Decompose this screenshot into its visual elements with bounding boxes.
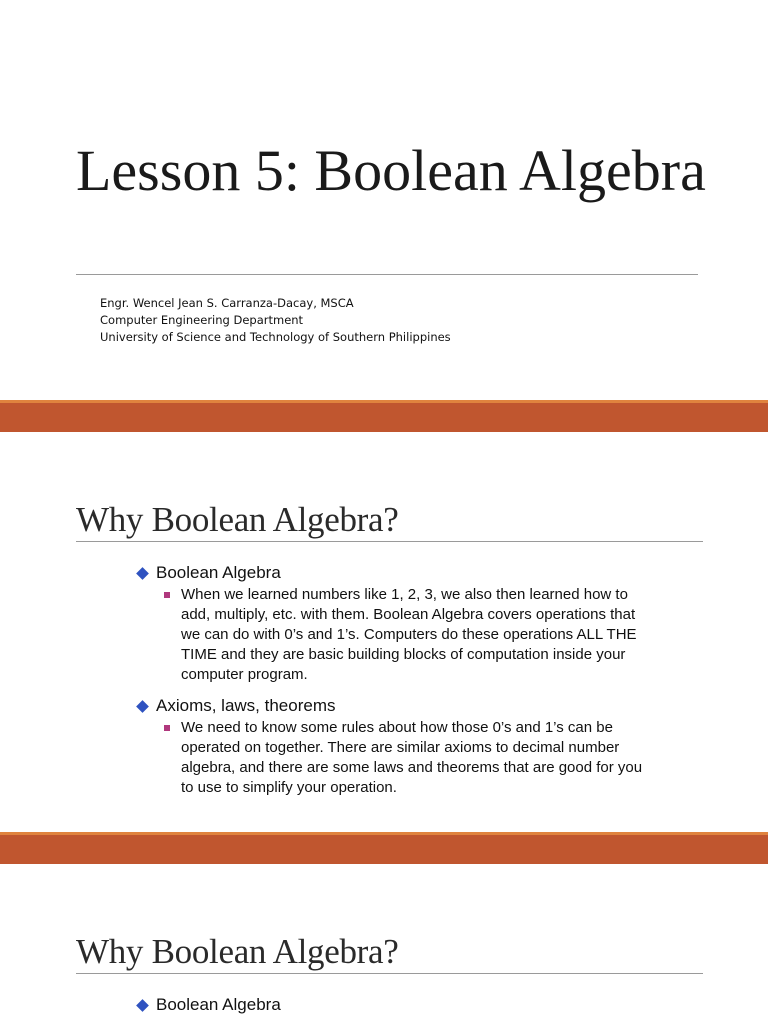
list-item xyxy=(136,994,656,1016)
heading-divider xyxy=(76,541,703,542)
slide-separator xyxy=(0,400,768,432)
slide-heading: Why Boolean Algebra? xyxy=(76,932,399,971)
author-department: Computer Engineering Department xyxy=(100,313,304,327)
author-university: University of Science and Technology of Southern Philippines xyxy=(100,330,451,344)
sub-bullet-text: We need to know some rules about how those 0’s and 1’s can be operated on together. There are similar axioms to decimal number algebra, and there are some laws and theorems that are good for you to use to simplify your operation. xyxy=(181,719,643,796)
diamond-bullet-icon xyxy=(136,999,149,1012)
slide-heading: Why Boolean Algebra? xyxy=(76,500,399,539)
slide-why-boolean-continued xyxy=(0,864,768,1024)
diamond-bullet-icon xyxy=(136,700,149,713)
title-divider xyxy=(76,274,698,275)
list-item xyxy=(136,562,656,685)
heading-divider xyxy=(76,973,703,974)
lesson-title: Lesson 5: Boolean Algebra xyxy=(76,138,706,203)
sub-bullet xyxy=(136,718,656,798)
bullet-label: Boolean Algebra xyxy=(156,563,281,582)
bullet-label: Axioms, laws, theorems xyxy=(156,696,336,715)
bullet-list xyxy=(136,994,656,1024)
slide-separator xyxy=(0,832,768,864)
bullet-list xyxy=(136,562,656,808)
slide-title xyxy=(0,0,768,400)
square-bullet-icon xyxy=(164,592,170,598)
author-block xyxy=(100,295,451,346)
author-name: Engr. Wencel Jean S. Carranza-Dacay, MSCA xyxy=(100,296,354,310)
bullet-label: Boolean Algebra xyxy=(156,995,281,1014)
list-item xyxy=(136,695,656,798)
sub-bullet xyxy=(136,585,656,685)
diamond-bullet-icon xyxy=(136,567,149,580)
square-bullet-icon xyxy=(164,725,170,731)
slide-why-boolean xyxy=(0,432,768,832)
sub-bullet-text: When we learned numbers like 1, 2, 3, we also then learned how to add, multiply, etc. with them. Boolean Algebra covers operations that we can do with 0’s and 1’s. Computers do these operations ALL THE TIME and they are basic building blocks of computation inside your computer program. xyxy=(181,586,637,683)
